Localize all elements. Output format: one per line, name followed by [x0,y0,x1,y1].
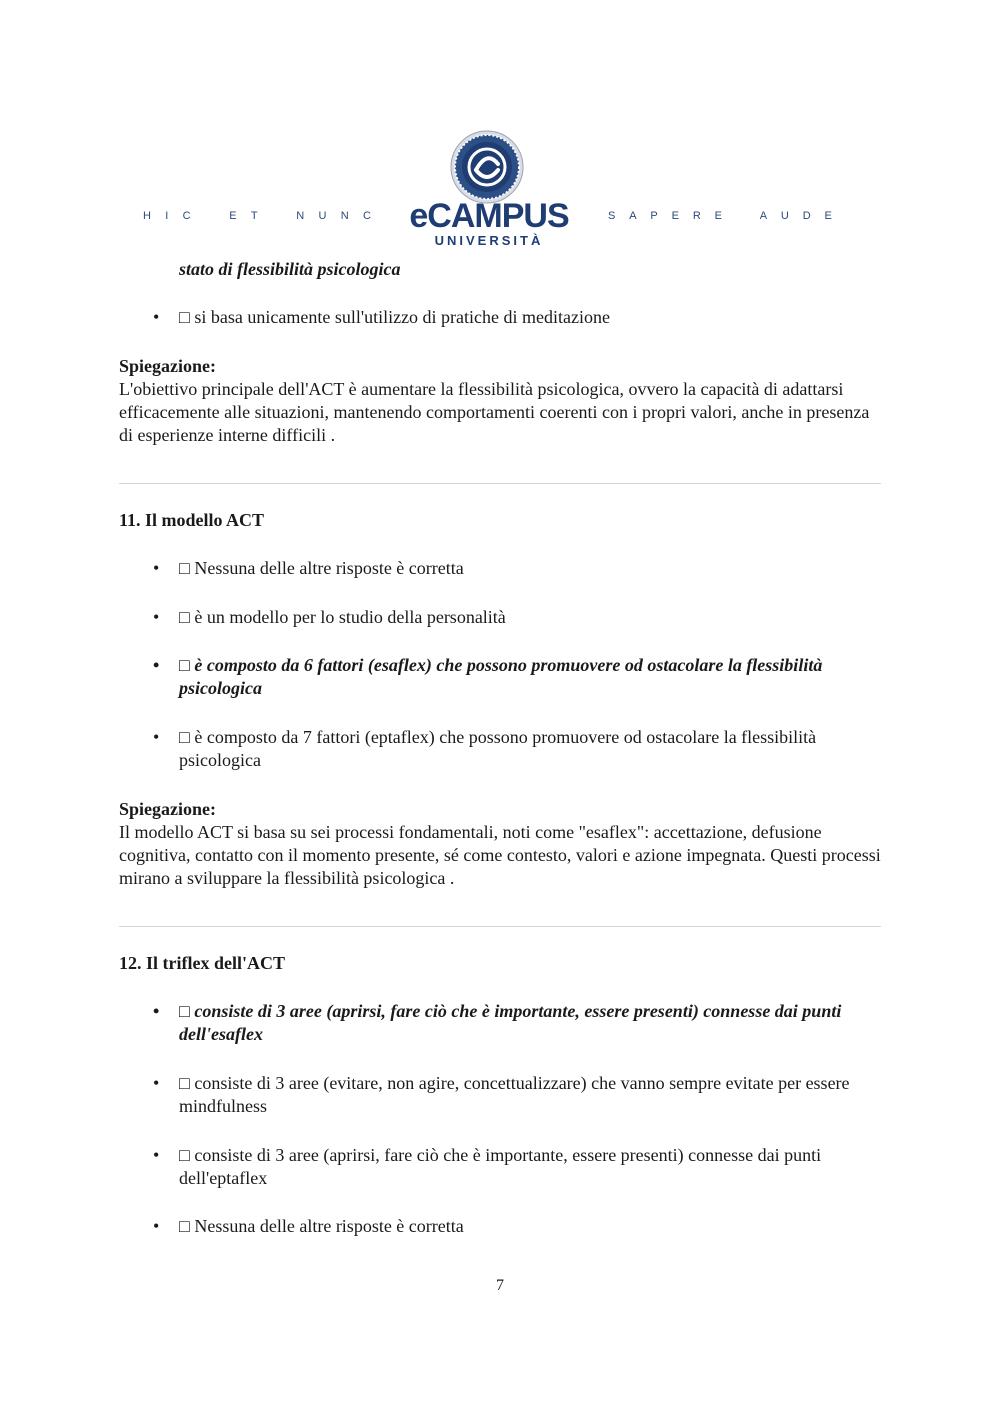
motto-left: H I C E T N U N C [143,210,371,222]
bullet: • [153,655,160,675]
brand-subtitle: UNIVERSITÀ [434,233,544,248]
answer-option: • □ consiste di 3 aree (aprirsi, fare ciò che è importante, essere presenti) connesse dai punti dell'eptaflex [153,1145,822,1188]
answer-option: • □ è un modello per lo studio della personalità [153,607,506,627]
answer-option: • □ Nessuna delle altre risposte è corretta [153,1216,464,1236]
bullet: • [153,307,160,327]
bullet: • [153,607,160,627]
answer-option: • □ consiste di 3 aree (evitare, non agire, concettualizzare) che vanno sempre evitate per essere mindfulness [153,1073,850,1116]
correct-answer-option: • □ è composto da 6 fattori (esaflex) che possono promuovere od ostacolare la flessibilità psicologica [153,655,823,698]
page-number: 7 [496,1277,504,1294]
page-content [119,258,881,1238]
bullet: • [153,1073,160,1093]
page-header [0,0,1000,260]
brand-logo: eCAMPUS [409,197,569,235]
explanation-label: Spiegazione: [119,356,216,376]
explanation-text: L'obiettivo principale dell'ACT è aumentare la flessibilità psicologica, ovvero la capacità di adattarsi efficacemente alle situazioni, mantenendo comportamenti coerenti con i propri valori, anche in presenza di esperienze interne difficili . [119,379,870,445]
explanation-text: Il modello ACT si basa su sei processi fondamentali, noti come "esaflex": accettazione, defusione cognitiva, contatto con il momento presente, sé come contesto, valori e azione impegnata. Questi processi mirano a sviluppare la flessibilità psicologica . [119,822,881,888]
bullet: • [153,558,160,578]
correct-answer-option: • □ consiste di 3 aree (aprirsi, fare ciò che è importante, essere presenti) connesse dai punti dell'esaflex [153,1001,842,1044]
answer-option: • □ Nessuna delle altre risposte è corretta [153,558,464,578]
bullet: • [153,1216,160,1236]
question-title: 11. Il modello ACT [119,510,265,530]
answer-option: • □ si basa unicamente sull'utilizzo di pratiche di meditazione [153,307,610,327]
bullet: • [153,1145,160,1165]
continued-answer: stato di flessibilità psicologica [179,259,401,279]
bullet: • [153,727,160,747]
explanation-label: Spiegazione: [119,799,216,819]
bullet: • [153,1001,160,1021]
motto-right: S A P E R E A U D E [608,210,832,222]
answer-option: • □ è composto da 7 fattori (eptaflex) che possono promuovere od ostacolare la flessibilità psicologica [153,727,817,770]
question-title: 12. Il triflex dell'ACT [119,953,285,973]
university-seal-icon [450,130,524,204]
